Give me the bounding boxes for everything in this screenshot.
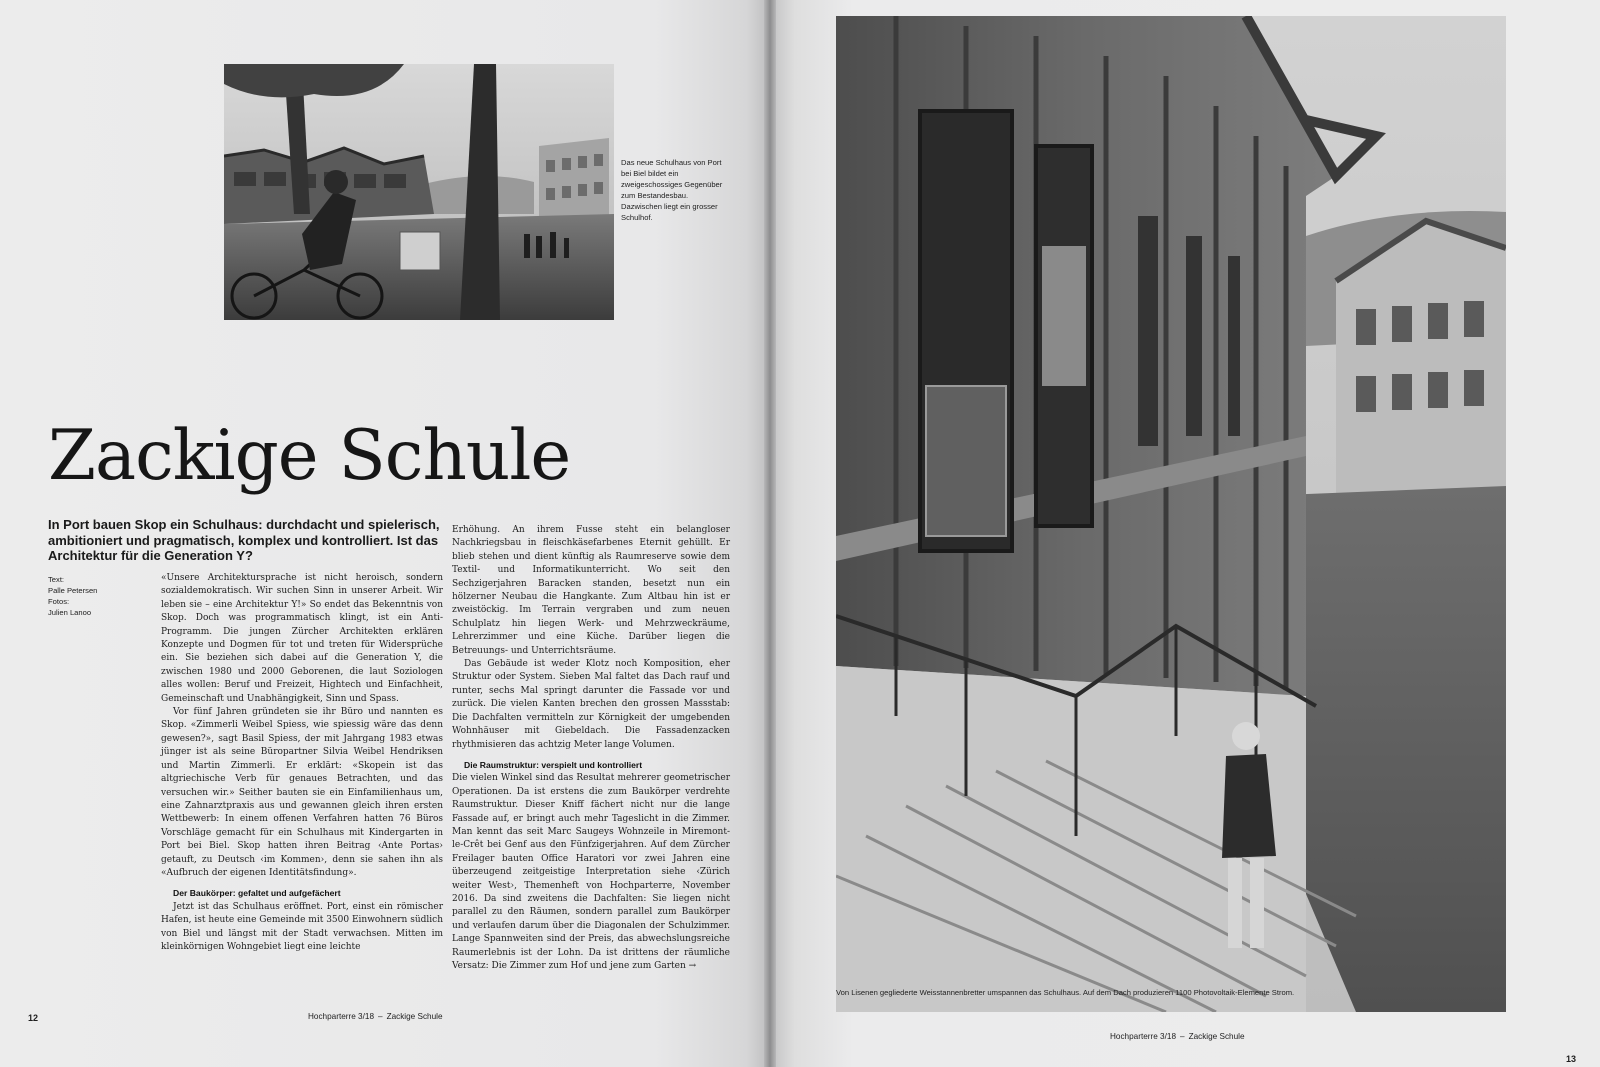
article-lead: In Port bauen Skop ein Schulhaus: durchdacht und spielerisch, ambitioniert und pragmatisch, komplex und kontrolliert. Ist das Architektur für die Generation Y?: [48, 517, 440, 563]
article-title: Zackige Schule: [48, 416, 571, 496]
running-footer-right: [1110, 1032, 1245, 1041]
left-page: [0, 0, 770, 1067]
credit-text-author: Palle Petersen: [48, 586, 98, 595]
paragraph: «Unsere Architektursprache ist nicht heroisch, sondern sozialdemokratisch. Wir suchen Sinn in unserer Arbeit. Wir leben sie – eine Architektur Y!» So endet das Bekenntnis von Skop. Doch was programmatisch klingt, ist ein Anti-Programm. Die jungen Zürcher Architekten erklären Konzepte und Dogmen für tot und treten für Widersprüche ein. Sie beziehen sich dabei auf die Generation Y, die zwischen 1980 und 2000 Geborenen, die laut Soziologen alles wollen: Beruf und Freizeit, Hightech und Einfachheit, Gemeinschaft und Unabhängigkeit, Sinn und Spass.: [161, 573, 443, 704]
paragraph: Erhöhung. An ihrem Fusse steht ein belangloser Nachkriegsbau in fleischkäsefarbenes Eternit gehüllt. Er blieb stehen und dient künftig als Raumreserve sowie dem Textil- und Informatikunterricht. Wo seit den Sechzigerjahren Baracken standen, besetzt nun ein hölzerner Neubau die Hangkante. Zum Altbau hin ist er zweistöckig. Im Terrain vergraben und zum neuen Schulplatz hin liegen Werk- und Mehrzweckräume, Lehrerzimmer und eine Küche. Darüber liegen die Betreuungs- und Unterrichtsräume.: [452, 525, 730, 656]
body-column-2: [452, 524, 730, 973]
footer-section: Zackige Schule: [386, 1012, 443, 1021]
article-credits: [48, 574, 148, 618]
page-number-left: 12: [28, 1013, 39, 1023]
body-column-1: [161, 572, 443, 954]
footer-section: Zackige Schule: [1188, 1032, 1245, 1041]
big-photo-caption: Von Lisenen gegliederte Weisstannenbretter umspannen das Schulhaus. Auf dem Dach produzieren 1100 Photovoltaik-Elemente Strom.: [836, 988, 1295, 997]
credit-photo-label: Fotos:: [48, 597, 70, 606]
schoolyard-photo: [224, 64, 614, 320]
paragraph: Vor fünf Jahren gründeten sie ihr Büro und nannten es Skop. «Zimmerli Weibel Spiess, wie spiessig wäre das denn gewesen?», sagt Basil Spiess, der mit Jahrgang 1983 etwas jünger ist als seine Büropartner Silvia Weibel Hendriksen und Martin Zimmerli. Er erklärt: «Skopein ist das altgriechische Verb für genaues Betrachten, und das versuchen wir.» Seither bauten sie ein Einfamilienhaus um, eine Zahnarztpraxis aus und gewannen gleich ihren ersten Wettbewerb: In einem offenen Verfahren hatten 76 Büros Vorschläge gemacht für ein Schulhaus mit Kindergarten in Port bei Biel. Skop hatten ihren Beitrag ‹Ante Portas› getauft, zu Deutsch ‹im Kommen›, denn sie sahen ihn als «Aufbruch der eigenen Identitätsfindung».: [161, 707, 443, 878]
subheading: Der Baukörper: gefaltet und aufgefächert: [173, 888, 341, 899]
footer-separator: –: [378, 1012, 383, 1021]
running-footer-left: [308, 1012, 443, 1021]
credit-text-label: Text:: [48, 575, 65, 584]
paragraph: Jetzt ist das Schulhaus eröffnet. Port, einst ein römischer Hafen, ist heute eine Gemeinde mit 3500 Einwohnern südlich von Biel und längst mit der Stadt verwachsen. Mitten im kleinkörnigen Wohngebiet liegt eine leichte: [161, 901, 443, 952]
top-photo-caption: Das neue Schulhaus von Port bei Biel bildet ein zweigeschossiges Gegenüber zum Bestandesbau. Dazwischen liegt ein grosser Schulhof.: [621, 158, 723, 222]
school-facade-photo: [836, 16, 1506, 1012]
page-number-right: 13: [1566, 1054, 1577, 1064]
subheading: Die Raumstruktur: verspielt und kontrolliert: [464, 759, 643, 770]
paragraph: Das Gebäude ist weder Klotz noch Komposition, eher Struktur oder System. Sieben Mal faltet das Dach rauf und runter, sechs Mal springt darunter die Fassade vor und zurück. Die vielen Kanten brechen den grossen Massstab: Die Dachfalten vermitteln zur Körnigkeit der umgebenden Wohnhäuser mit Giebeldach. Die Fassadenzacken rhythmisieren das achtzig Meter lange Volumen.: [452, 659, 730, 750]
paragraph: Die vielen Winkel sind das Resultat mehrerer geometrischer Operationen. Da ist erstens die zum Baukörper verdrehte Raumstruktur. Dieser Kniff fächert nicht nur die lange Fassade auf, er bringt auch mehr Tageslicht in die Zimmer. Man kennt das seit Marc Saugeys Wohnzeile in Miremont-le-Crêt bei Genf aus den Fünfzigerjahren. Auf dem Zürcher Freilager bauten Office Haratori vor zwei Jahren eine überzeugend zeitgeistige Interpretation siehe ‹Zürich weiter West›, Themenheft von Hochparterre, November 2016. Da sind zweitens die Dachfalten: Sie liegen nicht parallel zu den Räumen, sondern parallel zum Baukörper und verlaufen darum über die Diagonalen der Schulzimmer. Lange Spannweiten sind der Preis, das abwechslungsreiche Raumerlebnis ist der Lohn. Da ist drittens der räumliche Versatz: Die Zimmer zum Hof und jene zum Garten →: [452, 773, 730, 971]
spread-gutter: [764, 0, 776, 1067]
footer-magazine: Hochparterre 3/18: [1110, 1032, 1176, 1041]
credit-photo-author: Julien Lanoo: [48, 608, 92, 617]
footer-separator: –: [1180, 1032, 1185, 1041]
footer-magazine: Hochparterre 3/18: [308, 1012, 374, 1021]
